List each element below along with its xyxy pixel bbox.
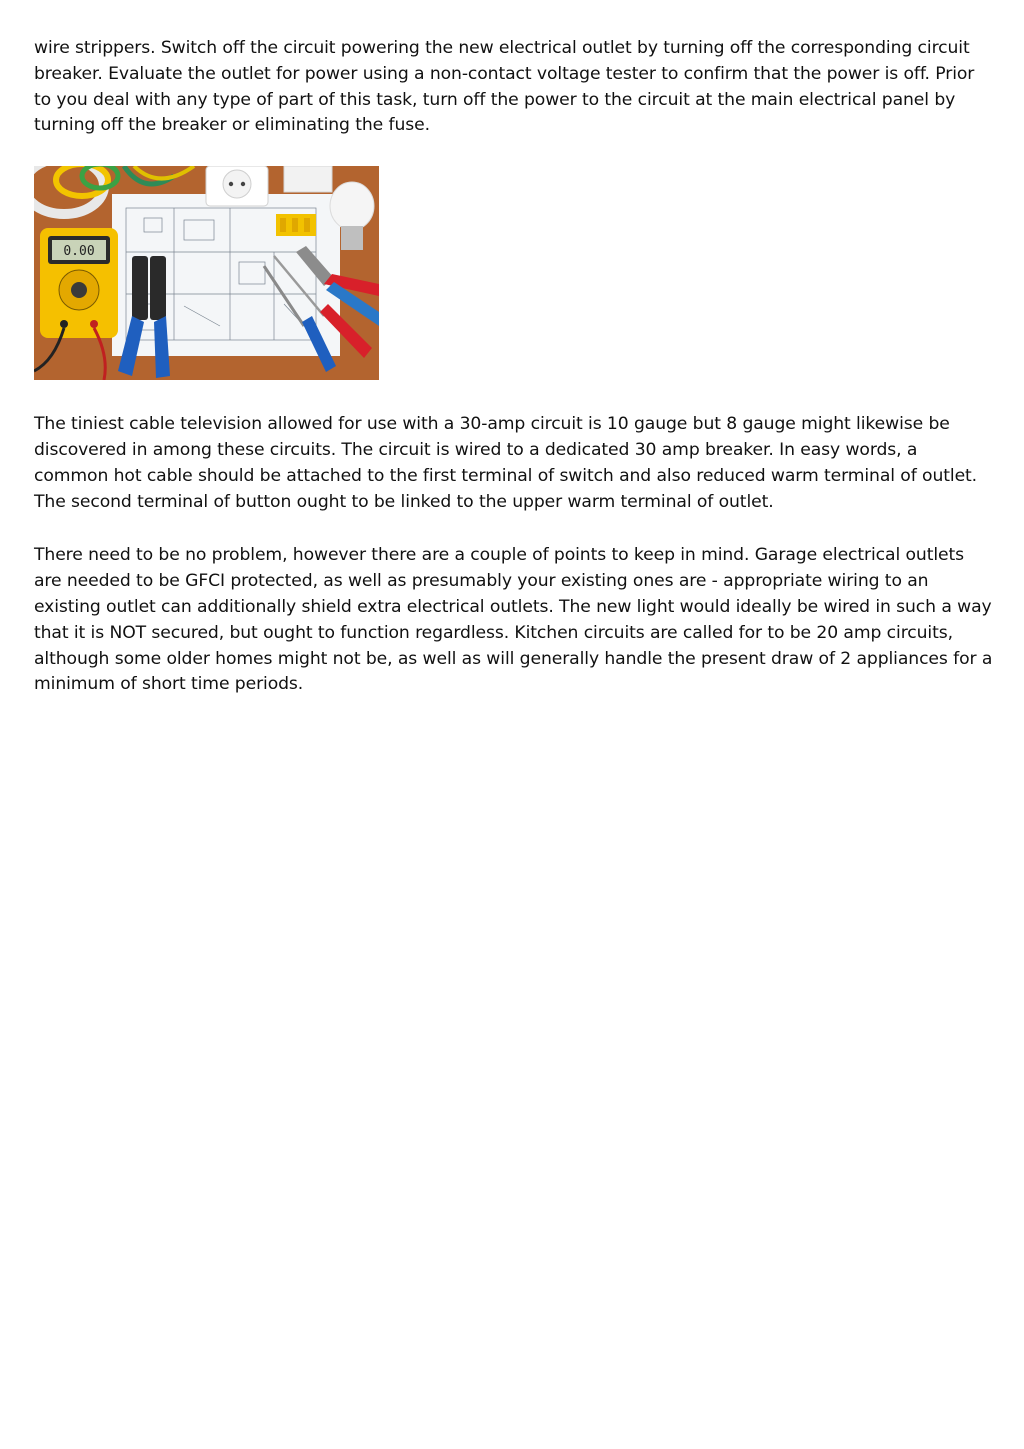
paragraph-1: wire strippers. Switch off the circuit powering the new electrical outlet by turning off the corresponding circuit breaker. Evaluate the outlet for power using a non-contact voltage tester to confirm that the power is off. Prior to you deal with any type of part of this task, turn off the power to the circuit at the main electrical panel by turning off the breaker or eliminating the fuse. [34,38,975,136]
document-page [34,36,994,698]
electrical-tools-photo [34,166,379,380]
multimeter-display: 0.00 [63,244,95,260]
paragraph-2: The tiniest cable television allowed for use with a 30-amp circuit is 10 gauge but 8 gauge might likewise be discovered in among these circuits. The circuit is wired to a dedicated 30 amp breaker. In easy words, a common hot cable should be attached to the first terminal of switch and also reduced warm terminal of outlet. The second terminal of button ought to be linked to the upper warm terminal of outlet. [34,414,978,512]
paragraph-3: There need to be no problem, however there are a couple of points to keep in mind. Garage electrical outlets are needed to be GFCI protected, as well as presumably your existing ones are - appropriate wiring to an existing outlet can additionally shield extra electrical outlets. The new light would ideally be wired in such a way that it is NOT secured, but ought to function regardless. Kitchen circuits are called for to be 20 amp circuits, although some older homes might not be, as well as will generally handle the present draw of 2 appliances for a minimum of short time periods. [34,545,993,695]
